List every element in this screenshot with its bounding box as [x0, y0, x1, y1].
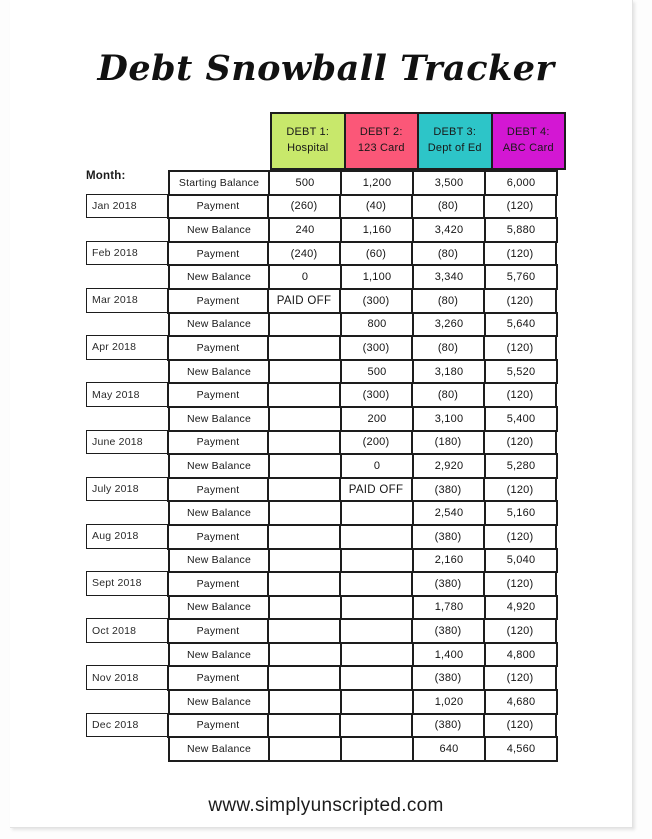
debt-4-value-cell[interactable]: (120): [483, 335, 557, 361]
month-cell: Sept 2018: [86, 571, 168, 596]
table-row: [86, 241, 566, 265]
table-row: [86, 736, 566, 760]
debt-4-value-cell[interactable]: (120): [483, 665, 557, 691]
debt-3-value-cell[interactable]: 1,780: [412, 595, 486, 621]
table-row: [86, 548, 566, 572]
debt-4-value-cell[interactable]: 5,160: [484, 500, 558, 526]
debt-2-value-cell[interactable]: 200: [340, 406, 414, 432]
month-cell: May 2018: [86, 382, 168, 407]
table-row: [86, 288, 566, 312]
debt-1-value-cell[interactable]: [268, 736, 342, 762]
debt-2-value-cell[interactable]: [339, 571, 413, 597]
table-row: [86, 595, 566, 619]
row-label-cell: New Balance: [168, 736, 270, 762]
month-cell: [86, 359, 168, 383]
debt-4-value-cell[interactable]: (120): [483, 382, 557, 408]
debt-1-value-cell[interactable]: PAID OFF: [267, 288, 341, 314]
debt-1-value-cell[interactable]: [268, 406, 342, 432]
debt-2-value-cell[interactable]: (300): [339, 382, 413, 408]
row-label-cell: New Balance: [168, 359, 270, 385]
debt-3-value-cell[interactable]: (380): [411, 713, 485, 739]
debt-1-value-cell[interactable]: [267, 665, 341, 691]
debt-1-value-cell[interactable]: 0: [268, 264, 342, 290]
month-cell: [86, 264, 168, 288]
site-footer: www.simplyunscripted.com: [208, 795, 444, 816]
row-label-cell: New Balance: [168, 642, 270, 668]
row-label-cell: Payment: [167, 335, 269, 361]
month-cell: Dec 2018: [86, 713, 168, 738]
debt-2-value-cell[interactable]: [340, 642, 414, 668]
debt-1-value-cell[interactable]: 500: [268, 170, 342, 196]
table-row: [86, 642, 566, 666]
debt-1-value-cell[interactable]: [268, 312, 342, 338]
debt-4-value-cell[interactable]: 4,560: [484, 736, 558, 762]
table-row: [86, 477, 566, 501]
debt-1-value-cell[interactable]: [267, 335, 341, 361]
row-label-cell: Starting Balance: [168, 170, 270, 196]
debt-1-value-cell[interactable]: [267, 571, 341, 597]
debt-2-value-cell[interactable]: 500: [340, 359, 414, 385]
debt-1-value-cell[interactable]: [268, 548, 342, 574]
debt-4-value-cell[interactable]: 5,760: [484, 264, 558, 290]
debt-4-value-cell[interactable]: 5,040: [484, 548, 558, 574]
table-row: [86, 500, 566, 524]
row-label-cell: Payment: [167, 713, 269, 739]
debt-3-value-cell[interactable]: (80): [411, 241, 485, 267]
table-row: [86, 217, 566, 241]
debt-2-value-cell[interactable]: 1,200: [340, 170, 414, 196]
debt-1-value-cell[interactable]: [268, 689, 342, 715]
month-column-caption: Month:: [86, 170, 126, 182]
table-row: [86, 713, 566, 737]
row-label-cell: New Balance: [168, 453, 270, 479]
debt-3-value-cell[interactable]: 2,160: [412, 548, 486, 574]
debt-3-value-cell[interactable]: 3,180: [412, 359, 486, 385]
month-cell: Apr 2018: [86, 335, 168, 360]
table-row: [86, 689, 566, 713]
debt-header-title: DEBT 3:: [433, 126, 477, 139]
row-label-cell: Payment: [167, 382, 269, 408]
row-label-cell: New Balance: [168, 595, 270, 621]
row-label-cell: Payment: [167, 618, 269, 644]
debt-2-value-cell[interactable]: PAID OFF: [339, 477, 413, 503]
debt-3-value-cell[interactable]: (380): [411, 571, 485, 597]
debt-4-value-cell[interactable]: 5,640: [484, 312, 558, 338]
debt-2-value-cell[interactable]: 0: [340, 453, 414, 479]
debt-4-value-cell[interactable]: 4,920: [484, 595, 558, 621]
table-row: [86, 453, 566, 477]
debt-header-name: Dept of Ed: [427, 142, 482, 154]
table-row: [86, 359, 566, 383]
month-cell: [86, 548, 168, 572]
debt-header-2: [344, 112, 420, 170]
row-label-cell: New Balance: [168, 312, 270, 338]
debt-2-value-cell[interactable]: [339, 618, 413, 644]
row-label-cell: Payment: [167, 524, 269, 550]
debt-2-value-cell[interactable]: (60): [339, 241, 413, 267]
debt-1-value-cell[interactable]: [267, 713, 341, 739]
debt-3-value-cell[interactable]: (380): [411, 524, 485, 550]
debt-4-value-cell[interactable]: 5,280: [484, 453, 558, 479]
debt-header-4: [491, 112, 567, 170]
row-label-cell: Payment: [167, 665, 269, 691]
month-cell: Nov 2018: [86, 665, 168, 690]
debt-3-value-cell[interactable]: (80): [411, 335, 485, 361]
row-label-cell: New Balance: [168, 548, 270, 574]
debt-3-value-cell[interactable]: 2,920: [412, 453, 486, 479]
debt-4-value-cell[interactable]: 5,400: [484, 406, 558, 432]
debt-2-value-cell[interactable]: [339, 713, 413, 739]
table-row: [86, 406, 566, 430]
debt-2-value-cell[interactable]: (200): [339, 430, 413, 456]
debt-1-value-cell[interactable]: [268, 595, 342, 621]
debt-4-value-cell[interactable]: 4,800: [484, 642, 558, 668]
month-cell: Feb 2018: [86, 241, 168, 266]
row-label-cell: Payment: [167, 241, 269, 267]
table-row: [86, 382, 566, 406]
debt-1-value-cell[interactable]: [268, 453, 342, 479]
row-label-cell: New Balance: [168, 500, 270, 526]
debt-4-value-cell[interactable]: (120): [483, 288, 557, 314]
debt-header-title: DEBT 4:: [506, 126, 550, 139]
debt-1-value-cell[interactable]: [267, 477, 341, 503]
debt-2-value-cell[interactable]: [339, 524, 413, 550]
debt-1-value-cell[interactable]: [267, 524, 341, 550]
row-label-cell: Payment: [167, 288, 269, 314]
debt-2-value-cell[interactable]: (300): [339, 288, 413, 314]
debt-header-3: [417, 112, 493, 170]
row-label-cell: New Balance: [168, 264, 270, 290]
debt-3-value-cell[interactable]: 1,400: [412, 642, 486, 668]
debt-3-value-cell[interactable]: (380): [411, 665, 485, 691]
table-body: [86, 170, 566, 760]
row-label-cell: Payment: [167, 194, 269, 220]
debt-2-value-cell[interactable]: [340, 595, 414, 621]
debt-2-value-cell[interactable]: (40): [339, 194, 413, 220]
debt-4-value-cell[interactable]: (120): [483, 713, 557, 739]
debt-4-value-cell[interactable]: (120): [483, 618, 557, 644]
debt-3-value-cell[interactable]: 3,100: [412, 406, 486, 432]
debt-1-value-cell[interactable]: (240): [267, 241, 341, 267]
debt-2-value-cell[interactable]: [340, 736, 414, 762]
debt-3-value-cell[interactable]: 3,420: [412, 217, 486, 243]
debt-2-value-cell[interactable]: 1,100: [340, 264, 414, 290]
debt-3-value-cell[interactable]: 3,500: [412, 170, 486, 196]
month-cell: [86, 406, 168, 430]
month-cell: [86, 642, 168, 666]
row-label-cell: New Balance: [168, 406, 270, 432]
debt-2-value-cell[interactable]: [340, 689, 414, 715]
debt-4-value-cell[interactable]: (120): [483, 194, 557, 220]
month-cell: Mar 2018: [86, 288, 168, 313]
debt-header-1: [270, 112, 346, 170]
debt-4-value-cell[interactable]: 6,000: [484, 170, 558, 196]
debt-header-name: 123 Card: [357, 142, 405, 154]
debt-1-value-cell[interactable]: [267, 382, 341, 408]
debt-4-value-cell[interactable]: 4,680: [484, 689, 558, 715]
debt-2-value-cell[interactable]: (300): [339, 335, 413, 361]
month-cell: [86, 217, 168, 241]
month-cell: [86, 736, 168, 760]
debt-3-value-cell[interactable]: 1,020: [412, 689, 486, 715]
debt-4-value-cell[interactable]: (120): [483, 477, 557, 503]
table-row: [86, 571, 566, 595]
debt-3-value-cell[interactable]: (380): [411, 477, 485, 503]
month-cell: June 2018: [86, 430, 168, 455]
table-header-row: [270, 112, 566, 170]
month-cell: [86, 453, 168, 477]
debt-header-name: Hospital: [287, 142, 329, 154]
month-cell: [86, 500, 168, 524]
row-label-cell: Payment: [167, 477, 269, 503]
table-row: [86, 335, 566, 359]
debt-header-title: DEBT 2:: [359, 126, 403, 139]
debt-3-value-cell[interactable]: (80): [411, 288, 485, 314]
row-label-cell: Payment: [167, 430, 269, 456]
table-row: [86, 430, 566, 454]
debt-3-value-cell[interactable]: (180): [411, 430, 485, 456]
table-row: [86, 618, 566, 642]
debt-4-value-cell[interactable]: (120): [483, 241, 557, 267]
month-cell: July 2018: [86, 477, 168, 502]
debt-1-value-cell[interactable]: [267, 430, 341, 456]
debt-2-value-cell[interactable]: [340, 548, 414, 574]
debt-3-value-cell[interactable]: 2,540: [412, 500, 486, 526]
row-label-cell: New Balance: [168, 217, 270, 243]
debt-2-value-cell[interactable]: [340, 500, 414, 526]
debt-1-value-cell[interactable]: 240: [268, 217, 342, 243]
debt-4-value-cell[interactable]: (120): [483, 524, 557, 550]
debt-3-value-cell[interactable]: (380): [411, 618, 485, 644]
debt-4-value-cell[interactable]: 5,520: [484, 359, 558, 385]
debt-1-value-cell[interactable]: [268, 500, 342, 526]
row-label-cell: Payment: [167, 571, 269, 597]
debt-header-name: ABC Card: [502, 142, 554, 154]
month-cell: [86, 312, 168, 336]
debt-header-title: DEBT 1:: [286, 126, 330, 139]
debt-1-value-cell[interactable]: [268, 642, 342, 668]
debt-2-value-cell[interactable]: [339, 665, 413, 691]
month-cell: [86, 689, 168, 713]
debt-3-value-cell[interactable]: (80): [411, 382, 485, 408]
debt-1-value-cell[interactable]: [267, 618, 341, 644]
debt-2-value-cell[interactable]: 1,160: [340, 217, 414, 243]
debt-3-value-cell[interactable]: (80): [411, 194, 485, 220]
debt-4-value-cell[interactable]: (120): [483, 571, 557, 597]
debt-1-value-cell[interactable]: [268, 359, 342, 385]
month-cell: [86, 595, 168, 619]
debt-3-value-cell[interactable]: 3,340: [412, 264, 486, 290]
debt-3-value-cell[interactable]: 640: [412, 736, 486, 762]
debt-4-value-cell[interactable]: (120): [483, 430, 557, 456]
table-row: [86, 264, 566, 288]
table-row: [86, 312, 566, 336]
page-title: Debt Snowball Tracker: [97, 48, 555, 89]
month-cell: Oct 2018: [86, 618, 168, 643]
month-cell: Jan 2018: [86, 194, 168, 219]
debt-3-value-cell[interactable]: 3,260: [412, 312, 486, 338]
table-row: [86, 194, 566, 218]
debt-snowball-table: [86, 112, 566, 762]
debt-1-value-cell[interactable]: (260): [267, 194, 341, 220]
month-cell: Aug 2018: [86, 524, 168, 549]
row-label-cell: New Balance: [168, 689, 270, 715]
table-row: [86, 170, 566, 194]
debt-2-value-cell[interactable]: 800: [340, 312, 414, 338]
month-cell: [86, 170, 168, 194]
debt-4-value-cell[interactable]: 5,880: [484, 217, 558, 243]
table-row: [86, 665, 566, 689]
table-row: [86, 524, 566, 548]
